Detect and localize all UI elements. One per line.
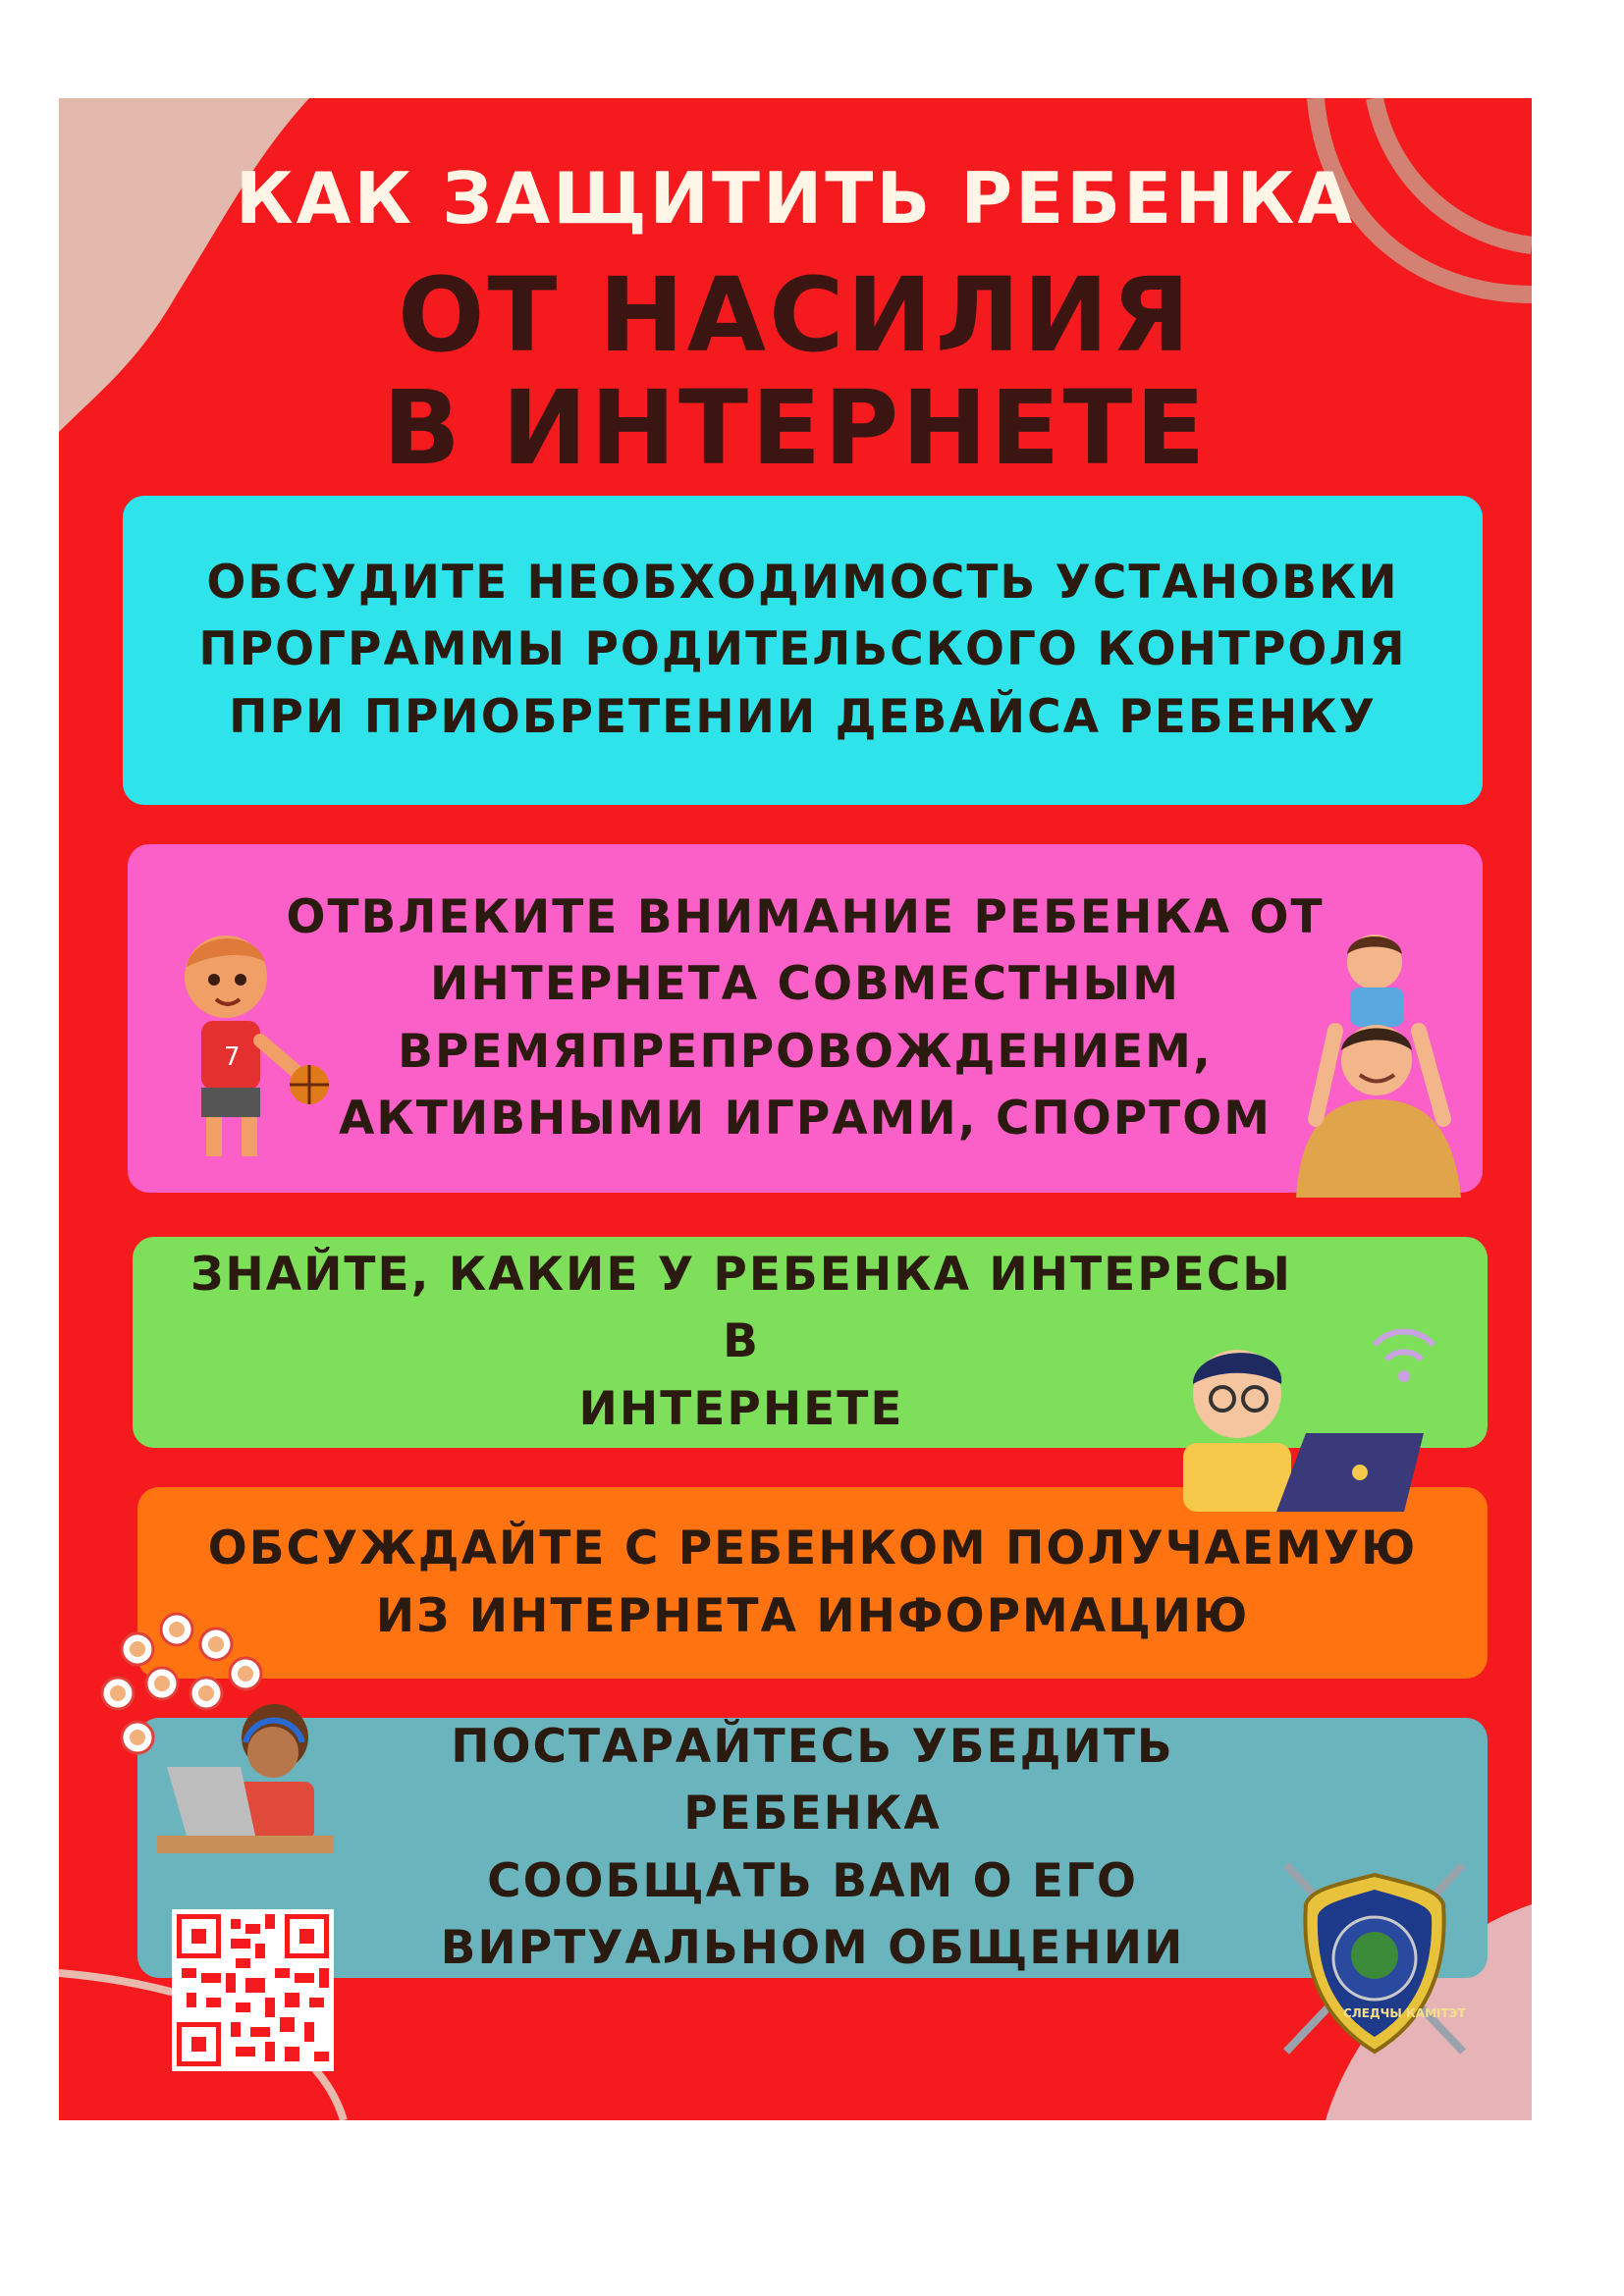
poster — [59, 98, 1532, 2120]
tip-2-line-4: АКТИВНЫМИ ИГРАМИ, СПОРТОМ — [339, 1091, 1272, 1146]
emblem-text: СЛЕДЧЫ КАМІТЭТ — [1343, 2006, 1466, 2020]
svg-text:7: 7 — [224, 1042, 241, 1072]
basketball-boy-icon — [157, 923, 353, 1168]
tip-4-line-2: ИЗ ИНТЕРНЕТА ИНФОРМАЦИЮ — [375, 1588, 1250, 1643]
tip-5-line-1: ПОСТАРАЙТЕСЬ УБЕДИТЬ РЕБЕНКА — [451, 1720, 1174, 1842]
kid-laptop-icon — [1178, 1325, 1453, 1512]
tip-1-line-2: ПРОГРАММЫ РОДИТЕЛЬСКОГО КОНТРОЛЯ — [198, 622, 1407, 677]
tip-3-line-1: ЗНАЙТЕ, КАКИЕ У РЕБЕНКА ИНТЕРЕСЫ В — [190, 1248, 1292, 1369]
investigative-committee-emblem-icon — [1267, 1845, 1483, 2071]
tip-card-1 — [123, 496, 1483, 805]
tip-5-line-2: СООБЩАТЬ ВАМ О ЕГО — [487, 1853, 1138, 1908]
tip-4-line-1: ОБСУЖДАЙТЕ С РЕБЕНКОМ ПОЛУЧАЕМУЮ — [207, 1522, 1418, 1576]
title-line-2: ОТ НАСИЛИЯ — [398, 255, 1193, 375]
title-line-1: КАК ЗАЩИТИТЬ РЕБЕНКА — [235, 157, 1356, 240]
tip-5-line-3: ВИРТУАЛЬНОМ ОБЩЕНИИ — [440, 1920, 1185, 1975]
qr-code-icon — [172, 1909, 334, 2071]
tip-1-line-1: ОБСУДИТЕ НЕОБХОДИМОСТЬ УСТАНОВКИ — [206, 556, 1399, 611]
father-son-icon — [1286, 923, 1473, 1198]
child-network-icon — [79, 1600, 353, 1855]
tip-1-line-3: ПРИ ПРИОБРЕТЕНИИ ДЕВАЙСА РЕБЕНКУ — [229, 689, 1377, 744]
tip-3-line-2: ИНТЕРНЕТЕ — [578, 1381, 904, 1436]
title-line-3: В ИНТЕРНЕТЕ — [382, 368, 1209, 488]
tip-2-line-1: ОТВЛЕКИТЕ ВНИМАНИЕ РЕБЕНКА ОТ — [286, 890, 1325, 945]
tip-2-line-3: ВРЕМЯПРЕПРОВОЖДЕНИЕМ, — [398, 1024, 1213, 1079]
tip-2-line-2: ИНТЕРНЕТА СОВМЕСТНЫМ — [429, 957, 1181, 1012]
